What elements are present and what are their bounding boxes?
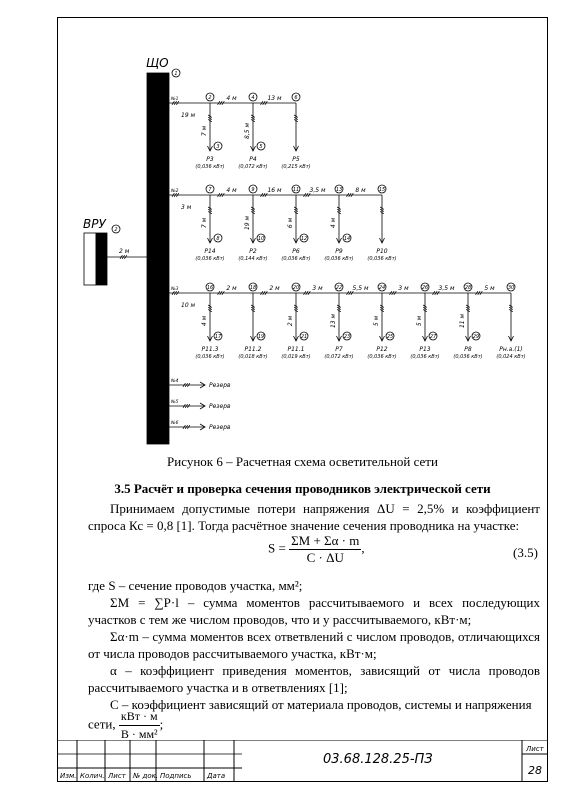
line-3-load-7: Рн.а.(1) — [499, 346, 523, 353]
line-3-drop-len-5: 5 м — [416, 315, 423, 327]
reserve-6-label: Резерв — [209, 424, 231, 431]
line-2-first-len: 3 м — [181, 204, 192, 211]
definition-c-unit — [88, 708, 288, 743]
line-3-seg-len-2: 3 м — [312, 285, 323, 292]
line-1-drop-len-1: 8,5 м — [244, 123, 251, 139]
paragraph-intro: Принимаем допустимые потери напряжения ΔU = 2,5% и коэффициент спроса Кс = 0,8 [1]. Тогда расчётное значение сечения проводника на участке: — [88, 501, 540, 533]
col-izm: Изм. — [60, 772, 77, 780]
line-3-node-2-num: 20 — [292, 285, 300, 291]
line-2-end-node-1-num: 10 — [257, 236, 265, 242]
line-1-first-len: 19 м — [181, 112, 196, 119]
formula-3-5 — [268, 533, 365, 566]
reserve-5-tag: №5 — [171, 400, 179, 405]
line-3-node-6-num: 28 — [464, 285, 472, 291]
line-3-seg-len-0: 2 м — [226, 285, 237, 292]
line-3-power-0: (0,036 кВт) — [195, 354, 225, 360]
line-3-load-6: P8 — [464, 346, 472, 353]
line-3-seg-len-1: 2 м — [269, 285, 280, 292]
line-3-load-4: P12 — [376, 346, 388, 353]
line-3-seg-len-4: 3 м — [398, 285, 409, 292]
line-2-end-node-3-num: 14 — [343, 236, 351, 242]
line-1-end-node-1-num: 5 — [259, 144, 263, 150]
line-2-node-1-num: 9 — [251, 187, 255, 193]
shchit-node-num: 1 — [174, 71, 178, 77]
vru-len: 2 м — [119, 248, 130, 255]
line-3-seg-len-5: 3,5 м — [438, 285, 455, 292]
line-2-node-2-num: 11 — [292, 187, 300, 193]
line-3-node-3-num: 22 — [335, 285, 343, 291]
line-3-power-2: (0,019 кВт) — [281, 354, 311, 360]
col-signature: Подпись — [160, 772, 192, 780]
line-1-load-1: P4 — [249, 156, 257, 163]
line-3-power-6: (0,036 кВт) — [453, 354, 483, 360]
line-2-power-0: (0,036 кВт) — [195, 256, 225, 262]
line-3-power-1: (0,018 кВт) — [238, 354, 268, 360]
line-2-drop-len-0: 7 м — [201, 217, 208, 229]
line-2-drop-len-1: 19 м — [244, 215, 251, 231]
reserve-4-label: Резерв — [209, 382, 231, 389]
formula-numerator: ΣM + Σα · m — [291, 533, 360, 548]
line-1-load-2: P5 — [292, 156, 300, 163]
line-1-load-0: P3 — [206, 156, 214, 163]
line-3-drop-len-2: 2 м — [287, 315, 294, 327]
col-date: Дата — [207, 772, 226, 780]
line-2-drop-len-2: 6 м — [287, 217, 294, 229]
definition-s: где S – сечение проводов участка, мм²; — [88, 578, 303, 593]
formula-denominator: C · ΔU — [306, 550, 344, 565]
definition-m: ΣM = ∑P·l – сумма моментов рассчитываемого и всех последующих участков с тем же числом проводов, что и у рассчитываемого, кВт·м; — [88, 595, 540, 627]
line-1-node-1-num: 4 — [251, 95, 255, 101]
line-2-drop-len-3: 4 м — [330, 217, 337, 229]
line-3-load-5: P13 — [419, 346, 431, 353]
line-1-tag: №1 — [171, 97, 179, 102]
line-3-seg-len-3: 5,5 м — [352, 285, 369, 292]
line-2-load-3: P9 — [335, 248, 343, 255]
line-2-power-4: (0,036 кВт) — [367, 256, 397, 262]
line-3-node-4-num: 24 — [378, 285, 386, 291]
line-3-load-1: P11.2 — [244, 346, 262, 353]
line-3-drop-len-6: 11 м — [459, 313, 466, 329]
vru-node-num: 2 — [114, 227, 118, 233]
col-kolich: Колич. — [80, 772, 105, 780]
line-2-seg-len-1: 16 м — [267, 187, 282, 194]
line-2-seg-len-3: 8 м — [355, 187, 366, 194]
definition-alpha: α – коэффициент приведения моментов, зависящий от числа проводов рассчитываемого участка и в ответвлениях [1]; — [88, 663, 540, 695]
sheet-number: 28 — [528, 764, 542, 777]
line-3-end-node-1-num: 19 — [257, 334, 265, 340]
line-3-node-0-num: 16 — [206, 285, 214, 291]
line-3-first-len: 10 м — [181, 302, 196, 309]
line-2-tag: №2 — [171, 189, 179, 194]
vru-label: ВРУ — [83, 217, 106, 231]
line-3-end-node-0-num: 17 — [214, 334, 222, 340]
line-2-node-4-num: 15 — [378, 187, 386, 193]
line-3-power-7: (0,024 кВт) — [496, 354, 526, 360]
line-3-seg-len-6: 5 м — [484, 285, 495, 292]
line-3-load-3: P7 — [335, 346, 343, 353]
line-1-seg-len-1: 13 м — [267, 95, 282, 102]
line-3-power-4: (0,036 кВт) — [367, 354, 397, 360]
line-2-load-0: P14 — [204, 248, 216, 255]
title-block — [57, 740, 548, 782]
unit-fraction — [119, 708, 160, 743]
unit-denominator: В · мм² — [120, 727, 158, 741]
line-2-seg-len-0: 4 м — [226, 187, 237, 194]
col-list: Лист — [108, 772, 126, 780]
line-3-drop-len-4: 5 м — [373, 315, 380, 327]
formula-tail: , — [361, 540, 365, 556]
line-1-node-2-num: 6 — [294, 95, 298, 101]
line-3-end-node-5-num: 27 — [429, 334, 437, 340]
definition-c-tail: сети, — [88, 716, 116, 732]
line-2-end-node-2-num: 12 — [300, 236, 308, 242]
line-2-node-3-num: 13 — [335, 187, 343, 193]
line-2-node-0-num: 7 — [208, 187, 212, 193]
line-1-drop-len-0: 7 м — [201, 125, 208, 137]
line-1-node-0-num: 2 — [208, 95, 212, 101]
line-2-load-4: P10 — [376, 248, 388, 255]
line-1-end-node-0-num: 3 — [216, 144, 220, 150]
line-3-power-5: (0,036 кВт) — [410, 354, 440, 360]
line-2-power-1: (0,144 кВт) — [238, 256, 268, 262]
line-2-end-node-0-num: 8 — [216, 236, 220, 242]
unit-numerator: кВт · м — [119, 708, 160, 726]
unit-tail: ; — [159, 716, 164, 732]
line-2-load-1: P2 — [249, 248, 257, 255]
document-code: 03.68.128.25-ПЗ — [323, 752, 433, 767]
reserve-4-tag: №4 — [171, 379, 179, 384]
line-2-seg-len-2: 3,5 м — [309, 187, 326, 194]
figure-caption: Рисунок 6 – Расчетная схема осветительной сети — [167, 454, 438, 469]
line-3-tag: №3 — [171, 287, 179, 292]
line-2-power-2: (0,036 кВт) — [281, 256, 311, 262]
sheet-label: Лист — [526, 745, 544, 753]
line-3-drop-len-0: 4 м — [201, 315, 208, 327]
vru-box-left — [84, 233, 96, 285]
line-3-end-node-6-num: 29 — [472, 334, 480, 340]
line-3-node-7-num: 30 — [507, 285, 515, 291]
reserve-5-label: Резерв — [209, 403, 231, 410]
formula-fraction — [289, 533, 361, 566]
line-2-load-2: P6 — [292, 248, 300, 255]
line-3-end-node-2-num: 21 — [300, 334, 308, 340]
line-2-power-3: (0,036 кВт) — [324, 256, 354, 262]
line-3-node-1-num: 18 — [249, 285, 257, 291]
col-doc: № док. — [133, 772, 159, 780]
line-1-power-1: (0,072 кВт) — [238, 164, 268, 170]
line-3-node-5-num: 26 — [421, 285, 429, 291]
section-heading: 3.5 Расчёт и проверка сечения проводников электрической сети — [114, 481, 491, 496]
line-3-power-3: (0,072 кВт) — [324, 354, 354, 360]
line-1-power-0: (0,036 кВт) — [195, 164, 225, 170]
line-3-end-node-4-num: 25 — [386, 334, 394, 340]
definition-am: Σα·m – сумма моментов всех ответвлений с числом проводов, отличающихся от числа проводов рассчитываемого участка, кВт·м; — [88, 629, 540, 661]
reserve-6-tag: №6 — [171, 421, 179, 426]
formula-lhs: S = — [268, 540, 286, 556]
shchit-busbar — [147, 73, 169, 444]
line-1-seg-len-0: 4 м — [226, 95, 237, 102]
line-3-load-0: P11.3 — [201, 346, 219, 353]
equation-number: (3.5) — [513, 545, 538, 560]
vru-box-right — [96, 233, 107, 285]
line-3-end-node-3-num: 23 — [343, 334, 351, 340]
line-1-power-2: (0,215 кВт) — [281, 164, 311, 170]
line-3-drop-len-3: 13 м — [330, 313, 337, 329]
line-3-load-2: P11.1 — [287, 346, 305, 353]
shchit-label: ЩО — [146, 56, 169, 70]
definition-c: С – коэффициент зависящий от материала проводов, системы и напряжения — [110, 697, 532, 712]
